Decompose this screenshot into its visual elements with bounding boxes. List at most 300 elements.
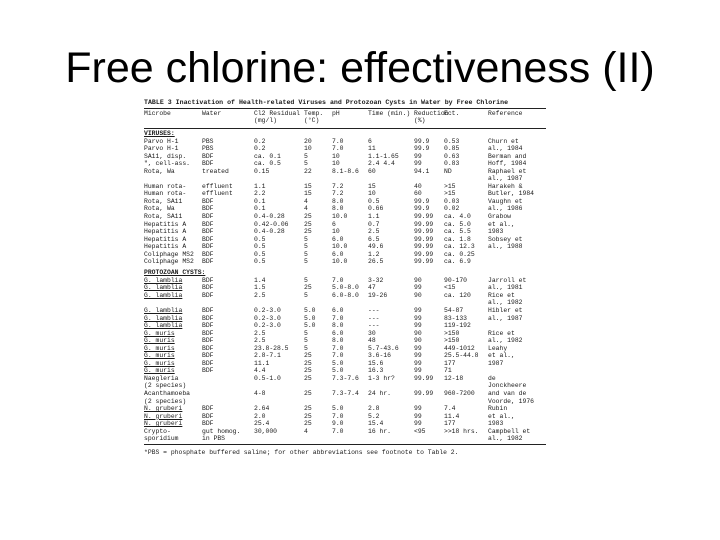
table-cell: Hepatitis A — [144, 243, 187, 251]
table-cell: G. muris — [144, 344, 175, 352]
table-cell: 5 — [304, 258, 308, 266]
table-cell: Hoff, 1984 — [488, 160, 527, 168]
table-row — [144, 258, 546, 266]
table-cell: 0.5 — [254, 258, 266, 266]
table-cell: 10.0 — [332, 243, 348, 251]
table-cell: PBS — [202, 137, 214, 145]
table-cell: al., 1988 — [488, 243, 523, 251]
table-cell: 99.99 — [414, 235, 434, 243]
table-cell: 0.4-0.28 — [254, 228, 285, 236]
table-cell: 7.0 — [332, 427, 344, 435]
table-cell: 5 — [304, 337, 308, 345]
table-cell — [414, 435, 444, 443]
table-cell: 10 — [304, 145, 312, 153]
table-cell — [488, 322, 546, 330]
table-row — [144, 435, 546, 443]
table-cell — [444, 435, 488, 443]
table-cell: BDF — [202, 160, 214, 168]
table-cell: BDF — [202, 228, 214, 236]
table-cell: 99.9 — [414, 137, 430, 145]
table-cell: 6.0 — [332, 329, 344, 337]
table-row — [144, 382, 546, 390]
table-cell: 7.3-7.6 — [332, 374, 359, 382]
table-cell: 2.4 4.4 — [368, 160, 395, 168]
section-label: PROTOZOAN CYSTS: — [144, 268, 206, 276]
column-header: Ect. — [444, 109, 460, 117]
table-row — [144, 375, 546, 383]
table-row — [144, 145, 546, 153]
table-cell: 7.0 — [332, 314, 344, 322]
table-cell: gut homog. — [202, 427, 241, 435]
table-cell: al., 1982 — [488, 435, 523, 443]
table-cell: 99.9 — [414, 197, 430, 205]
table-cell: 26.5 — [368, 258, 384, 266]
table-cell — [444, 299, 488, 307]
table-cell: Jonckheere — [488, 382, 527, 390]
table-cell: 960-7200 — [444, 390, 475, 397]
table-cell — [304, 435, 332, 443]
table-cell: BDF — [202, 420, 214, 428]
table-cell: Rubin — [488, 405, 508, 413]
table-cell: 11.1 — [254, 359, 270, 367]
table-cell: BDF — [202, 337, 214, 345]
table-cell: 6 — [332, 220, 336, 228]
table-row — [144, 228, 546, 236]
table-cell: et al., — [488, 412, 515, 420]
table-row — [144, 322, 546, 330]
table-cell: BDF — [202, 291, 214, 299]
table-cell: 90 — [414, 337, 422, 345]
table-cell — [254, 435, 304, 443]
table-cell: 5 — [304, 291, 308, 299]
table-cell: 0.4-0.28 — [254, 212, 285, 220]
column-header: Water — [202, 109, 222, 117]
table-cell: 0.2-3.0 — [254, 314, 281, 322]
table-cell: 1.5 — [254, 284, 266, 292]
table-cell: 0.66 — [368, 205, 384, 213]
table-cell — [332, 398, 368, 406]
table-cell: N. gruberi — [144, 412, 183, 420]
table-cell — [444, 382, 488, 390]
table-cell: >150 — [444, 329, 460, 337]
table-cell: 2.5 — [368, 228, 380, 236]
table-cell: 449-1012 — [444, 344, 475, 352]
table-cell: 5.0 — [332, 359, 344, 367]
table-cell: Rice et — [488, 291, 515, 299]
table-cell: 5.7-43.6 — [368, 344, 399, 352]
column-header: Reference — [488, 109, 523, 117]
section-label: VIRUSES: — [144, 129, 175, 137]
table-cell: ca. 12.3 — [444, 243, 475, 251]
table-cell: 0.5 — [368, 197, 380, 205]
table-cell: 6.0 — [332, 235, 344, 243]
table-cell — [304, 299, 332, 307]
table-cell: al., 1987 — [488, 175, 523, 183]
table-cell: 25 — [304, 367, 312, 375]
table-row — [144, 315, 546, 323]
table-cell — [202, 375, 254, 383]
table-cell: 0.5 — [254, 243, 266, 251]
table-cell: 15.6 — [368, 359, 384, 367]
table-cell: Vaughn et — [488, 197, 523, 205]
table-cell: <95 — [414, 427, 426, 435]
table-cell: 25 — [304, 374, 312, 382]
table-cell: Rota, Wa — [144, 205, 175, 213]
table-cell: 1.1-1.65 — [368, 152, 399, 160]
table-cell: 19-26 — [368, 291, 388, 299]
table-row — [144, 175, 546, 183]
table-cell: 20 — [304, 137, 312, 145]
table-cell: ca. 120 — [444, 291, 471, 299]
table-cell: G. lamblia — [144, 322, 183, 330]
table-cell: G. muris — [144, 367, 175, 375]
table-cell: 99.99 — [414, 212, 434, 220]
table-cell: 5 — [304, 344, 308, 352]
table-cell: 99.99 — [414, 243, 434, 251]
table-row — [144, 292, 546, 300]
table-cell: 25 — [304, 228, 312, 236]
table-cell: 5.2 — [368, 412, 380, 420]
table-cell: G. lamblia — [144, 306, 183, 314]
table-cell — [144, 175, 202, 183]
table-row — [144, 390, 546, 398]
table-cell: 7.0 — [332, 352, 344, 360]
table-cell: 25 — [304, 390, 312, 397]
table-cell: 2.2 — [254, 190, 266, 198]
table-cell: 99 — [414, 344, 422, 352]
table-row — [144, 367, 546, 375]
table-cell: 8.0 — [332, 322, 344, 330]
table-cell: 5 — [304, 250, 308, 258]
table-cell: 99 — [414, 284, 422, 292]
table-cell: and van de — [488, 390, 527, 397]
table-cell: 99 — [414, 367, 422, 375]
table-cell: 99.99 — [414, 220, 434, 228]
table-cell: 22 — [304, 167, 312, 175]
table-cell — [202, 299, 254, 307]
table-cell: 10.0 — [332, 258, 348, 266]
table-cell — [332, 382, 368, 390]
table-cell: 25 — [304, 284, 312, 292]
table-cell: 94.1 — [414, 167, 430, 175]
table-cell: 0.83 — [444, 160, 460, 168]
table-cell: 25 — [304, 220, 312, 228]
table-cell: 90 — [414, 276, 422, 284]
table-cell: 4.4 — [254, 367, 266, 375]
table-cell: 5.0 — [304, 306, 316, 314]
table-cell: Parvo H-1 — [144, 137, 179, 145]
table-cell: BDF — [202, 344, 214, 352]
table-cell: al., 1982 — [488, 337, 523, 345]
table-cell: 25.5-44.8 — [444, 352, 479, 360]
table-cell: G. lamblia — [144, 284, 183, 292]
table-cell: Berman and — [488, 152, 527, 160]
table-cell: Grabow — [488, 212, 512, 220]
table-cell: ND — [444, 167, 452, 175]
table-cell: 0.85 — [444, 145, 460, 153]
table-cell: Butler, 1984 — [488, 190, 535, 198]
column-header: Reduction (%) — [414, 109, 449, 124]
table-cell: Campbell et — [488, 427, 531, 435]
table-row — [144, 153, 546, 161]
table-cell — [444, 175, 488, 183]
table-cell: 4-8 — [254, 390, 266, 397]
table-cell: Hibler et — [488, 306, 523, 314]
table-cell: 8.0 — [332, 337, 344, 345]
table-cell: 15 — [368, 182, 376, 190]
table-cell: BDF — [202, 205, 214, 213]
table-cell — [254, 398, 304, 406]
table-cell: 1987 — [488, 359, 504, 367]
table-cell: 2.0 — [254, 412, 266, 420]
table-cell: >15 — [444, 190, 456, 198]
table-row — [144, 299, 546, 307]
table-cell: Sobsey et — [488, 235, 523, 243]
table-cell: 99.99 — [414, 390, 434, 397]
table-cell: 30,000 — [254, 427, 278, 435]
table-cell: de — [488, 374, 496, 382]
table-cell: 0.02 — [444, 205, 460, 213]
table-cell: BDF — [202, 314, 214, 322]
table-cell — [304, 382, 332, 390]
table-cell — [488, 367, 546, 375]
table-cell: 1.1 — [254, 182, 266, 190]
table-cell: ca. 5.5 — [444, 228, 471, 236]
table-cell: 16 hr. — [368, 427, 392, 435]
table-cell: 2.5 — [254, 337, 266, 345]
table-cell: 0.5-1.0 — [254, 374, 281, 382]
table-cell: 30 — [368, 329, 376, 337]
table-cell: 7.0 — [332, 145, 344, 153]
table-cell: al., 1987 — [488, 314, 523, 322]
table-cell: 0.2 — [254, 137, 266, 145]
table-cell: ", cell-ass. — [144, 160, 191, 168]
table-cell: BDF — [202, 220, 214, 228]
table-cell — [414, 398, 444, 406]
table-row — [144, 330, 546, 338]
table-cell: 0.03 — [444, 197, 460, 205]
table-cell: 7.3-7.4 — [332, 390, 359, 397]
table-cell: 49.6 — [368, 243, 384, 251]
table-cell: G. muris — [144, 337, 175, 345]
table-cell: 0.2 — [254, 145, 266, 153]
table-cell: 99 — [414, 405, 422, 413]
table-cell: 1.4 — [254, 276, 266, 284]
table-cell: 7.2 — [332, 182, 344, 190]
table-cell: 99 — [414, 306, 422, 314]
table-cell: BDF — [202, 322, 214, 330]
table-cell: 5 — [304, 329, 308, 337]
table-row — [144, 251, 546, 259]
table-cell: 7.2 — [332, 190, 344, 198]
table-cell: 10 — [332, 152, 340, 160]
table-cell: <15 — [444, 284, 456, 292]
table-cell: ca. 5.0 — [444, 220, 471, 228]
table-cell: 25 — [304, 352, 312, 360]
table-cell: BDF — [202, 306, 214, 314]
table-cell: Leahy — [488, 344, 508, 352]
table-row — [144, 236, 546, 244]
table-cell — [444, 398, 488, 406]
table-cell: in PBS — [202, 435, 226, 443]
table-cell: ca. 0.5 — [254, 160, 281, 168]
table-cell: Hepatitis A — [144, 228, 187, 236]
table-row — [144, 277, 546, 285]
table-cell: BDF — [202, 359, 214, 367]
table-cell: 99.99 — [414, 250, 434, 258]
table-cell: 0.2-3.0 — [254, 306, 281, 314]
table-cell: BDF — [202, 276, 214, 284]
table-cell: 99.9 — [414, 205, 430, 213]
table-cell: BDF — [202, 367, 214, 375]
table-row — [144, 428, 546, 436]
table-cell: 0.1 — [254, 197, 266, 205]
table-cell: 5.0-8.0 — [332, 284, 359, 292]
column-header: Microbe — [144, 109, 171, 117]
table-cell: >15 — [444, 182, 456, 190]
table-cell: 99.9 — [414, 145, 430, 153]
table-cell: 54-87 — [444, 306, 464, 314]
table-cell: BDF — [202, 412, 214, 420]
table-cell — [368, 435, 414, 443]
table-cell — [202, 390, 254, 398]
table-row — [144, 221, 546, 229]
table-cell: 7.0 — [332, 276, 344, 284]
table-cell: 1-3 hr? — [368, 374, 395, 382]
table-cell: 83-133 — [444, 314, 468, 322]
table-cell: 119-192 — [444, 322, 471, 330]
table-cell: 12-18 — [444, 374, 464, 382]
table-cell: 99 — [414, 412, 422, 420]
table-cell: 25 — [304, 405, 312, 413]
table-cell: al., 1984 — [488, 145, 523, 153]
table-cell: G. lamblia — [144, 276, 183, 284]
table-cell: BDF — [202, 405, 214, 413]
table-row — [144, 213, 546, 221]
table-footnote: *PBS = phosphate buffered saline; for other abbreviations see footnote to Table 2. — [144, 448, 459, 456]
table-row — [144, 398, 546, 406]
table-cell: G. lamblia — [144, 291, 183, 299]
table-caption: TABLE 3 Inactivation of Health-related Viruses and Protozoan Cysts in Water by Free Chlorine — [144, 99, 509, 106]
table-cell: 4 — [304, 197, 308, 205]
table-cell: Raphael et — [488, 167, 527, 175]
table-cell: 7.0 — [332, 412, 344, 420]
table-cell: ca. 6.9 — [444, 258, 471, 266]
table-cell: 5 — [304, 276, 308, 284]
table-cell: et al., — [488, 352, 515, 360]
table-cell: G. muris — [144, 329, 175, 337]
table-cell: --- — [368, 306, 380, 314]
table-cell: Rota, SA11 — [144, 212, 183, 220]
table-cell — [368, 175, 414, 183]
table-cell: 25 — [304, 212, 312, 220]
table-cell: et al., — [488, 220, 515, 228]
table-cell: 2.64 — [254, 405, 270, 413]
table-cell: 1983 — [488, 420, 504, 428]
table-cell: al., 1982 — [488, 299, 523, 307]
table-cell: 60 — [368, 167, 376, 175]
table-cell: PBS — [202, 145, 214, 153]
table-cell: 99 — [414, 322, 422, 330]
table-cell: 99 — [414, 352, 422, 360]
table-row — [144, 190, 546, 198]
table-cell: BDF — [202, 329, 214, 337]
table-cell: 5 — [304, 235, 308, 243]
table-cell — [202, 382, 254, 390]
table-cell: BDF — [202, 284, 214, 292]
table-cell: effluent — [202, 182, 233, 190]
table-cell: 99 — [414, 314, 422, 322]
table-cell: Hepatitis A — [144, 220, 187, 228]
table-cell: 60 — [414, 190, 422, 198]
table-cell: 5 — [304, 160, 308, 168]
table-cell: 5.0 — [332, 367, 344, 375]
table-row — [144, 243, 546, 251]
table-cell — [254, 299, 304, 307]
scanned-table — [144, 99, 546, 519]
table-cell: 15 — [304, 182, 312, 190]
table-cell: 6.5 — [368, 235, 380, 243]
table-cell — [304, 398, 332, 406]
table-cell: 7.0 — [332, 344, 344, 352]
table-cell: 0.7 — [368, 220, 380, 228]
table-cell: 0.5 — [254, 250, 266, 258]
table-cell: 6 — [368, 137, 372, 145]
table-row — [144, 307, 546, 315]
table-cell: BDF — [202, 352, 214, 360]
table-cell — [254, 175, 304, 183]
table-row — [144, 183, 546, 191]
table-cell: 177 — [444, 359, 456, 367]
table-cell: 47 — [368, 284, 376, 292]
table-cell: BDF — [202, 250, 214, 258]
table-cell: 2.5 — [254, 329, 266, 337]
table-cell: G. muris — [144, 352, 175, 360]
table-cell: 24 hr. — [368, 390, 392, 397]
table-cell: 5 — [304, 243, 308, 251]
table-cell: 25 — [304, 420, 312, 428]
table-cell: 9.0 — [332, 420, 344, 428]
table-cell: Harakeh & — [488, 182, 523, 190]
table-cell: 0.42-0.06 — [254, 220, 289, 228]
table-cell: treated — [202, 167, 229, 175]
table-cell: 10 — [368, 190, 376, 198]
table-cell: Voorde, 1976 — [488, 397, 535, 405]
table-cell: Coliphage MS2 — [144, 250, 194, 258]
slide-title: Free chlorine: effectiveness (II) — [65, 44, 655, 92]
table-cell: 99.99 — [414, 374, 434, 382]
table-cell: 90 — [414, 329, 422, 337]
table-cell: G. muris — [144, 359, 175, 367]
table-row — [144, 420, 546, 428]
table-cell: 1.2 — [368, 250, 380, 258]
table-cell: 0.63 — [444, 152, 460, 160]
table-cell: Jarroll et — [488, 276, 527, 284]
column-header: pH — [332, 109, 340, 117]
table-cell: effluent — [202, 190, 233, 198]
table-row — [144, 198, 546, 206]
table-header — [144, 110, 546, 127]
table-cell: Rota, SA11 — [144, 197, 183, 205]
table-row — [144, 160, 546, 168]
table-cell — [332, 435, 368, 443]
table-cell: Human rota- — [144, 182, 187, 190]
table-cell: BDF — [202, 235, 214, 243]
table-cell: >>18 hrs. — [444, 427, 479, 435]
top-rule — [144, 108, 546, 109]
table-cell: 99.99 — [414, 228, 434, 236]
table-cell: 6.0 — [332, 306, 344, 314]
